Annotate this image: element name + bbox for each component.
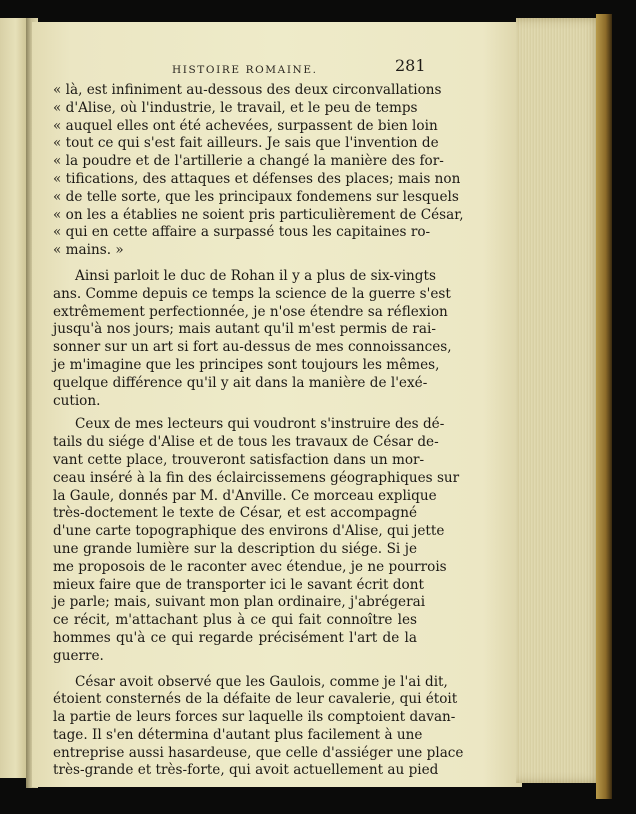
text-line: guerre. [53, 647, 104, 664]
text-line: « la poudre et de l'artillerie a changé la manière des for- [53, 153, 444, 170]
text-line: « qui en cette affaire a surpassé tous les capitaines ro- [53, 224, 431, 241]
text-line: vant cette place, trouveront satisfaction dans un mor- [53, 451, 425, 468]
text-line: ans. Comme depuis ce temps la science de la guerre s'est [53, 285, 451, 302]
text-line: « là, est infiniment au-dessous des deux circonvallations [53, 82, 442, 98]
text-line: étoient consternés de la défaite de leur cavalerie, qui étoit [53, 691, 458, 708]
text-line: cution. [53, 392, 101, 409]
text-line: très-doctement le texte de César, et est accompagné [53, 505, 417, 522]
text-line: ceau inséré à la fin des éclaircissemens géographiques sur [53, 469, 460, 486]
page-header [62, 56, 522, 82]
page-block-edges [516, 18, 602, 783]
paragraph [53, 82, 464, 260]
book-cover-edge [596, 14, 612, 799]
text-line: sonner sur un art si fort au-dessus de mes connoissances, [53, 339, 452, 356]
body-text [53, 82, 464, 780]
text-line: hommes qu'à ce qui regarde précisément l'art de la [53, 629, 417, 646]
text-line: ce récit, m'attachant plus à ce qui fait connoître les [53, 612, 417, 629]
text-line: entreprise aussi hasardeuse, que celle d'assiéger une place [53, 744, 464, 761]
running-title: HISTOIRE ROMAINE. [172, 64, 318, 76]
text-line: tails du siége d'Alise et de tous les travaux de César de- [53, 434, 439, 451]
text-line: jusqu'à nos jours; mais autant qu'il m'est permis de rai- [53, 321, 436, 338]
text-line: mieux faire que de transporter ici le savant écrit dont [53, 576, 424, 593]
facing-page-edge [0, 18, 26, 778]
paragraph [53, 267, 452, 410]
text-line: extrêmement perfectionnée, je n'ose étendre sa réflexion [53, 303, 448, 320]
text-line: d'une carte topographique des environs d'Alise, qui jette [53, 523, 445, 540]
text-line: quelque différence qu'il y ait dans la manière de l'exé- [53, 374, 428, 391]
text-line: Ceux de mes lecteurs qui voudront s'instruire des dé- [75, 416, 445, 433]
text-line: « auquel elles ont été achevées, surpassent de bien loin [53, 117, 438, 134]
text-line: une grande lumière sur la description du siége. Si je [53, 540, 417, 557]
text-line: « mains. » [53, 242, 124, 259]
page-number: 281 [395, 56, 426, 75]
paragraph [53, 673, 464, 781]
text-line: la partie de leurs forces sur laquelle ils comptoient davan- [53, 709, 456, 726]
text-line: « tout ce qui s'est fait ailleurs. Je sais que l'invention de [53, 135, 439, 152]
text-line: je m'imagine que les principes sont toujours les mêmes, [53, 356, 440, 373]
paragraph-gap [53, 666, 417, 674]
text-line: « on les a établies ne soient pris particulièrement de César, [53, 206, 464, 223]
text-line: « de telle sorte, que les principaux fondemens sur lesquels [53, 188, 459, 205]
text-line: me proposois de le raconter avec étendue, je ne pourrois [53, 558, 447, 575]
text-line: « d'Alise, où l'industrie, le travail, et le peu de temps [53, 99, 418, 116]
text-line: je parle; mais, suivant mon plan ordinaire, j'abrégerai [53, 594, 426, 611]
paragraph [53, 416, 460, 665]
text-line: César avoit observé que les Gaulois, comme je l'ai dit, [75, 673, 448, 690]
text-line: tage. Il s'en détermina d'autant plus facilement à une [53, 726, 423, 743]
text-line: « tifications, des attaques et défenses des places; mais non [53, 170, 461, 187]
paragraph-gap [53, 260, 417, 268]
text-line: très-grande et très-forte, qui avoit actuellement au pied [53, 762, 439, 779]
text-line: Ainsi parloit le duc de Rohan il y a plus de six-vingts [75, 267, 436, 284]
text-line: la Gaule, donnés par M. d'Anville. Ce morceau explique [53, 487, 437, 504]
